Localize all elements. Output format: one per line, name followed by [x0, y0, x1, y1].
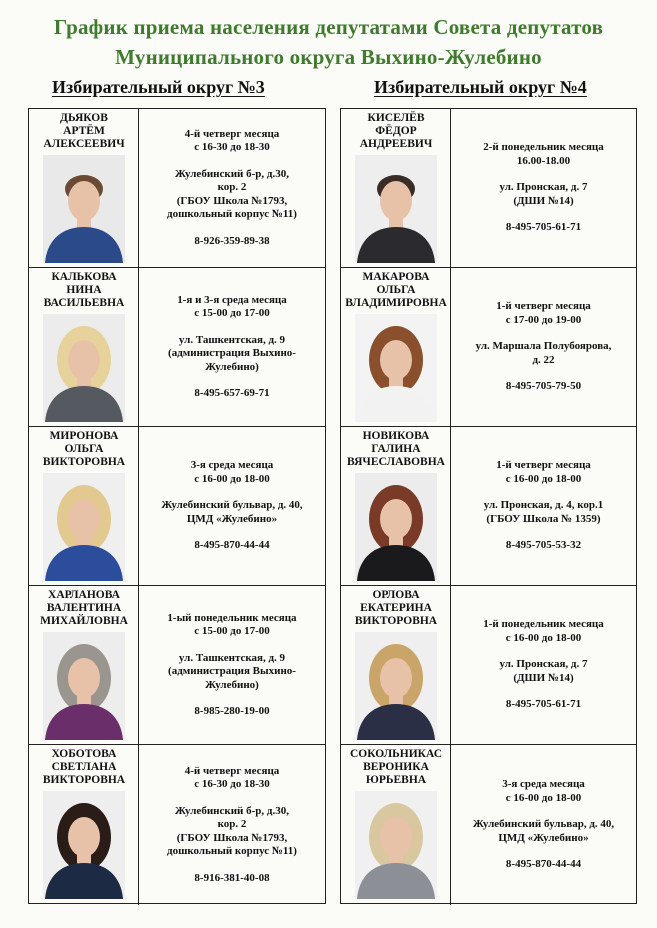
deputy-photo	[43, 632, 125, 740]
deputy-info-cell	[139, 427, 325, 585]
deputy-name-line: СВЕТЛАНА	[51, 761, 117, 773]
deputy-phone: 8-495-705-61-71	[505, 221, 582, 234]
spacer	[455, 486, 632, 499]
deputy-phone: 8-495-657-69-71	[194, 387, 270, 399]
reception-schedule-line: 1-я и 3-я среда месяца	[177, 293, 287, 306]
district-4-table	[340, 108, 637, 904]
deputy-name-line: АРТЁМ	[63, 125, 105, 137]
page-title-line1: График приема населения депутатами Совета депутатов	[53, 15, 604, 39]
deputy-name-cell	[29, 427, 139, 585]
deputy-row	[341, 586, 636, 745]
deputy-name	[341, 271, 451, 310]
deputy-name-line: МИРОНОВА	[49, 430, 119, 442]
reception-address-line: ул. Ташкентская, д. 9	[178, 651, 286, 664]
reception-address-line: Жулебинский бульвар, д. 40,	[161, 499, 303, 512]
deputy-row	[341, 427, 636, 586]
spacer	[455, 526, 632, 539]
deputy-row	[29, 109, 325, 268]
deputy-name-line: ДЬЯКОВ	[60, 112, 108, 124]
deputy-info-cell	[139, 268, 325, 426]
deputy-phone: 8-495-705-53-32	[505, 539, 582, 552]
reception-address-line: (ДШИ №14)	[513, 194, 574, 207]
deputy-name-line: ВЕРОНИКА	[363, 761, 429, 773]
deputy-phone: 8-495-870-44-44	[505, 858, 582, 871]
reception-schedule-line: с 16-00 до 18-00	[505, 791, 582, 804]
spacer	[143, 155, 321, 168]
page-title	[0, 12, 657, 72]
deputy-name	[29, 589, 139, 628]
deputy-info-cell	[451, 745, 636, 905]
deputy-name-line: АНДРЕЕВИЧ	[359, 138, 433, 150]
district-3-table	[28, 108, 326, 904]
deputy-name	[29, 748, 139, 787]
reception-schedule-line: с 17-00 до 19-00	[505, 313, 582, 326]
reception-address-line: д. 22	[532, 353, 555, 366]
spacer	[455, 645, 632, 658]
deputy-row	[341, 109, 636, 268]
deputy-name-line: ВАСИЛЬЕВНА	[43, 297, 125, 309]
deputy-name-line: ВЯЧЕСЛАВОВНА	[347, 456, 445, 468]
reception-address-line: дошкольный корпус №11)	[167, 208, 297, 221]
deputy-info-cell	[451, 427, 636, 585]
reception-schedule-line: 3-я среда месяца	[190, 459, 274, 472]
deputy-photo	[43, 155, 125, 263]
reception-schedule-line: с 16-00 до 18-00	[194, 472, 270, 485]
reception-address-line: Жулебинский б-р, д.30,	[175, 167, 289, 180]
deputy-name-line: ВИКТОРОВНА	[42, 456, 126, 468]
deputy-name-line: КАЛЬКОВА	[51, 271, 117, 283]
reception-schedule-line: 4-й четверг месяца	[184, 127, 280, 140]
district-4-title: Избирательный округ №4	[374, 77, 587, 97]
spacer	[455, 685, 632, 698]
reception-schedule-line: 4-й четверг месяца	[184, 764, 280, 777]
deputy-name-line: ВЛАДИМИРОВНА	[345, 297, 447, 309]
deputy-info-cell	[139, 586, 325, 744]
spacer	[143, 222, 321, 235]
deputy-name-line: ГАЛИНА	[371, 443, 421, 455]
spacer	[143, 374, 321, 387]
deputy-name-cell	[341, 745, 451, 905]
deputy-name-line: ОЛЬГА	[64, 443, 104, 455]
deputy-name-line: ЕКАТЕРИНА	[360, 602, 432, 614]
deputy-name-line: КИСЕЛЁВ	[367, 112, 425, 124]
deputy-phone: 8-985-280-19-00	[194, 705, 270, 717]
deputy-row	[29, 268, 325, 427]
reception-address-line: ул. Пронская, д. 4, кор.1	[483, 499, 604, 512]
deputy-name	[29, 112, 139, 151]
deputy-name-line: ВАЛЕНТИНА	[46, 602, 122, 614]
deputy-name	[341, 112, 451, 151]
deputy-phone: 8-926-359-89-38	[194, 234, 270, 247]
deputy-name-line: ХОБОТОВА	[51, 748, 117, 760]
deputy-name-cell	[29, 586, 139, 744]
deputy-name-line: ОЛЬГА	[376, 284, 416, 296]
reception-address-line: кор. 2	[217, 181, 247, 194]
deputy-row	[341, 745, 636, 905]
deputy-name-line: ВИКТОРОВНА	[42, 774, 126, 786]
deputy-info-cell	[139, 109, 325, 267]
reception-address-line: ул. Маршала Полубоярова,	[475, 340, 612, 353]
deputy-row	[29, 586, 325, 745]
reception-address-line: ул. Ташкентская, д. 9	[178, 333, 286, 346]
spacer	[143, 692, 321, 705]
reception-address-line: кор. 2	[217, 818, 247, 831]
spacer	[455, 327, 632, 340]
deputy-name-cell	[29, 745, 139, 905]
deputy-photo	[43, 314, 125, 422]
deputy-photo	[43, 791, 125, 899]
spacer	[455, 168, 632, 181]
reception-address-line: Жулебино)	[205, 360, 259, 373]
deputy-name-cell	[29, 109, 139, 267]
deputy-name-line: МАКАРОВА	[362, 271, 430, 283]
deputy-name	[341, 748, 451, 787]
reception-schedule-line: 16.00-18.00	[516, 154, 571, 167]
reception-schedule-line: 2-й понедельник месяца	[483, 141, 604, 154]
deputy-name	[29, 271, 139, 310]
reception-schedule-line: с 16-00 до 18-00	[505, 631, 582, 644]
deputy-name-line: ФЁДОР	[375, 125, 417, 137]
deputy-photo	[355, 473, 437, 581]
deputy-info-cell	[451, 109, 636, 267]
spacer	[143, 792, 321, 805]
spacer	[455, 208, 632, 221]
reception-schedule-line: с 15-00 до 17-00	[194, 625, 270, 637]
reception-address-line: (ГБОУ Школа №1793,	[176, 194, 288, 207]
spacer	[455, 367, 632, 380]
deputy-name	[29, 430, 139, 469]
reception-schedule-line: 1-ый понедельник месяца	[167, 611, 297, 624]
reception-schedule-line: с 16-30 до 18-30	[194, 778, 270, 791]
deputy-name-line: ЮРЬЕВНА	[365, 774, 427, 786]
deputy-row	[29, 745, 325, 905]
deputy-name-line: ХАРЛАНОВА	[48, 589, 120, 601]
deputy-name-cell	[341, 586, 451, 744]
deputy-name-line: ОРЛОВА	[372, 589, 420, 601]
deputy-phone: 8-495-705-79-50	[505, 380, 582, 393]
spacer	[455, 845, 632, 858]
deputy-info-cell	[451, 268, 636, 426]
spacer	[143, 639, 321, 652]
reception-address-line: (администрация Выхино-	[168, 665, 296, 677]
reception-address-line: (ГБОУ Школа №1793,	[176, 831, 288, 844]
reception-address-line: (ДШИ №14)	[513, 671, 574, 684]
reception-address-line: дошкольный корпус №11)	[167, 845, 297, 858]
deputy-name-line: НИНА	[66, 284, 102, 296]
deputy-name-line: МИХАЙЛОВНА	[40, 615, 128, 627]
reception-address-line: ЦМД «Жулебино»	[186, 512, 278, 525]
deputy-photo	[355, 632, 437, 740]
deputy-phone: 8-916-381-40-08	[194, 871, 270, 884]
reception-address-line: ул. Пронская, д. 7	[499, 181, 588, 194]
deputy-phone: 8-495-870-44-44	[194, 539, 270, 552]
reception-address-line: (администрация Выхино-	[168, 347, 296, 359]
deputy-name	[341, 589, 451, 628]
spacer	[143, 321, 321, 334]
deputy-row	[341, 268, 636, 427]
deputy-photo	[355, 314, 437, 422]
deputy-name-line: ВИКТОРОВНА	[354, 615, 438, 627]
deputy-row	[29, 427, 325, 586]
reception-schedule-line: 1-й четверг месяца	[496, 459, 591, 472]
page-title-line2: Муниципального округа Выхино-Жулебино	[115, 45, 542, 69]
deputy-name	[341, 430, 451, 469]
reception-schedule-line: с 16-00 до 18-00	[505, 472, 582, 485]
deputy-photo	[355, 791, 437, 899]
deputy-photo	[43, 473, 125, 581]
deputy-name-cell	[341, 109, 451, 267]
deputy-info-cell	[451, 586, 636, 744]
reception-address-line: Жулебинский бульвар, д. 40,	[472, 818, 615, 831]
reception-schedule-line: 1-й четверг месяца	[496, 300, 591, 313]
reception-address-line: Жулебино)	[205, 678, 259, 691]
reception-schedule-line: с 15-00 до 17-00	[194, 307, 270, 319]
spacer	[143, 486, 321, 499]
reception-schedule-line: 3-я среда месяца	[502, 778, 585, 791]
spacer	[455, 805, 632, 818]
district-3-title: Избирательный округ №3	[52, 77, 265, 97]
reception-address-line: (ГБОУ Школа № 1359)	[486, 512, 601, 525]
reception-address-line: ЦМД «Жулебино»	[498, 831, 589, 844]
deputy-info-cell	[139, 745, 325, 905]
reception-schedule-line: 1-й понедельник месяца	[483, 618, 604, 631]
reception-address-line: Жулебинский б-р, д.30,	[175, 804, 289, 817]
reception-address-line: ул. Пронская, д. 7	[499, 658, 588, 671]
deputy-photo	[355, 155, 437, 263]
spacer	[143, 859, 321, 872]
deputy-name-line: АЛЕКСЕЕВИЧ	[43, 138, 125, 150]
deputy-name-cell	[29, 268, 139, 426]
deputy-phone: 8-495-705-61-71	[505, 698, 582, 711]
deputy-name-cell	[341, 427, 451, 585]
deputy-name-line: СОКОЛЬНИКАС	[349, 748, 443, 760]
deputy-name-cell	[341, 268, 451, 426]
reception-schedule-line: с 16-30 до 18-30	[194, 141, 270, 154]
spacer	[143, 526, 321, 539]
deputy-name-line: НОВИКОВА	[362, 430, 430, 442]
